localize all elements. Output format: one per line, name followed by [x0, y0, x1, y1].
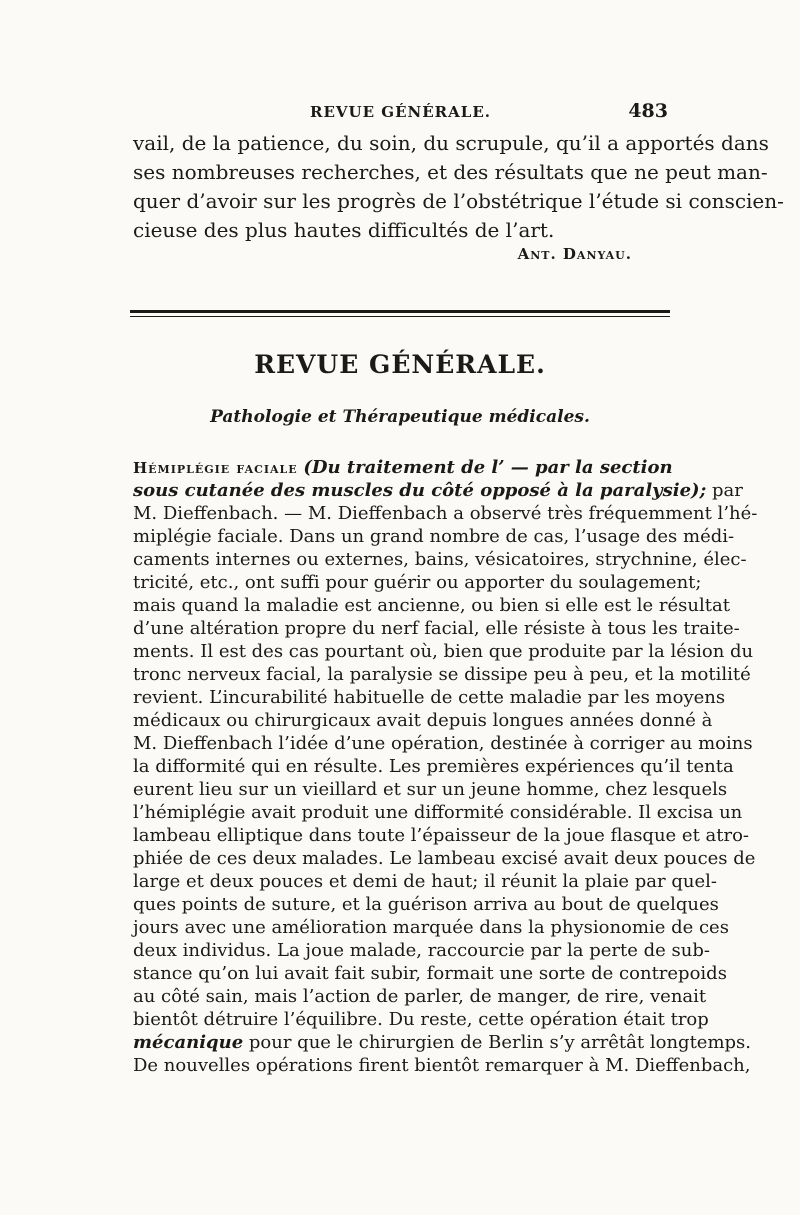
- section-subtitle: Pathologie et Thérapeutique médicales.: [210, 407, 590, 427]
- article-line: tricité, etc., ont suffi pour guérir ou apporter du soulagement;: [133, 572, 702, 593]
- article-title-part1: (Du traitement de l’ — par la section: [303, 457, 673, 478]
- article-heading: Hémiplégie faciale: [133, 459, 298, 477]
- running-title: REVUE GÉNÉRALE.: [310, 103, 491, 121]
- article-line: revient. L’incurabilité habituelle de cette maladie par les moyens: [133, 687, 726, 708]
- article-line: lambeau elliptique dans toute l’épaisseur de la joue flasque et atro-: [133, 825, 750, 846]
- article-line: large et deux pouces et demi de haut; il réunit la plaie par quel-: [133, 871, 717, 892]
- signature: [518, 244, 632, 263]
- article-line: bientôt détruire l’équilibre. Du reste, cette opération était trop: [133, 1009, 709, 1030]
- article-line: deux individus. La joue malade, raccourcie par la perte de sub-: [133, 940, 710, 961]
- mecanique-rest: pour que le chirurgien de Berlin s’y arrêtât longtemps.: [248, 1032, 751, 1053]
- article-line: au côté sain, mais l’action de parler, de manger, de rire, venait: [133, 986, 707, 1007]
- article-line: ques points de suture, et la guérison arriva au bout de quelques: [133, 894, 719, 915]
- article-line: mais quand la maladie est ancienne, ou bien si elle est le résultat: [133, 595, 730, 616]
- article-line-mecanique: [133, 1032, 751, 1054]
- section-title: REVUE GÉNÉRALE.: [254, 350, 546, 379]
- article-second-line: [133, 480, 743, 502]
- article-line: caments internes ou externes, bains, vésicatoires, strychnine, élec-: [133, 549, 747, 570]
- article-first-line: [133, 457, 673, 479]
- article-line: ments. Il est des cas pourtant où, bien que produite par la lésion du: [133, 641, 754, 662]
- article-line: la difformité qui en résulte. Les premières expériences qu’il tenta: [133, 756, 734, 777]
- divider-thin: [130, 316, 670, 317]
- article-title-rest: par: [711, 480, 743, 501]
- article-line: stance qu’on lui avait fait subir, formait une sorte de contrepoids: [133, 963, 727, 984]
- mecanique-word: mécanique: [133, 1032, 244, 1053]
- article-line: tronc nerveux facial, la paralysie se dissipe peu à peu, et la motilité: [133, 664, 751, 685]
- top-paragraph-line: vail, de la patience, du soin, du scrupule, qu’il a apportés dans: [133, 131, 769, 155]
- article-line: De nouvelles opérations firent bientôt remarquer à M. Dieffenbach,: [133, 1055, 751, 1076]
- article-line: miplégie faciale. Dans un grand nombre de cas, l’usage des médi-: [133, 526, 735, 547]
- article-line: M. Dieffenbach l’idée d’une opération, destinée à corriger au moins: [133, 733, 753, 754]
- page-number: 483: [628, 100, 668, 122]
- top-paragraph-line: quer d’avoir sur les progrès de l’obstétrique l’étude si conscien-: [133, 189, 784, 213]
- article-line: jours avec une amélioration marquée dans la physionomie de ces: [133, 917, 729, 938]
- article-title-part2: sous cutanée des muscles du côté opposé à la paralysie);: [133, 480, 707, 501]
- article-line: d’une altération propre du nerf facial, elle résiste à tous les traite-: [133, 618, 740, 639]
- article-line: M. Dieffenbach. — M. Dieffenbach a observé très fréquemment l’hé-: [133, 503, 758, 524]
- article-line: l’hémiplégie avait produit une difformité considérable. Il excisa un: [133, 802, 743, 823]
- article-line: eurent lieu sur un vieillard et sur un jeune homme, chez lesquels: [133, 779, 728, 800]
- article-line: phiée de ces deux malades. Le lambeau excisé avait deux pouces de: [133, 848, 756, 869]
- divider-thick: [130, 310, 670, 313]
- signature-text: Ant. Danyau.: [517, 245, 632, 263]
- running-head: [133, 100, 668, 127]
- top-paragraph-line: cieuse des plus hautes difficultés de l’art.: [133, 218, 555, 242]
- top-paragraph-line: ses nombreuses recherches, et des résultats que ne peut man-: [133, 160, 768, 184]
- article-line: médicaux ou chirurgicaux avait depuis longues années donné à: [133, 710, 713, 731]
